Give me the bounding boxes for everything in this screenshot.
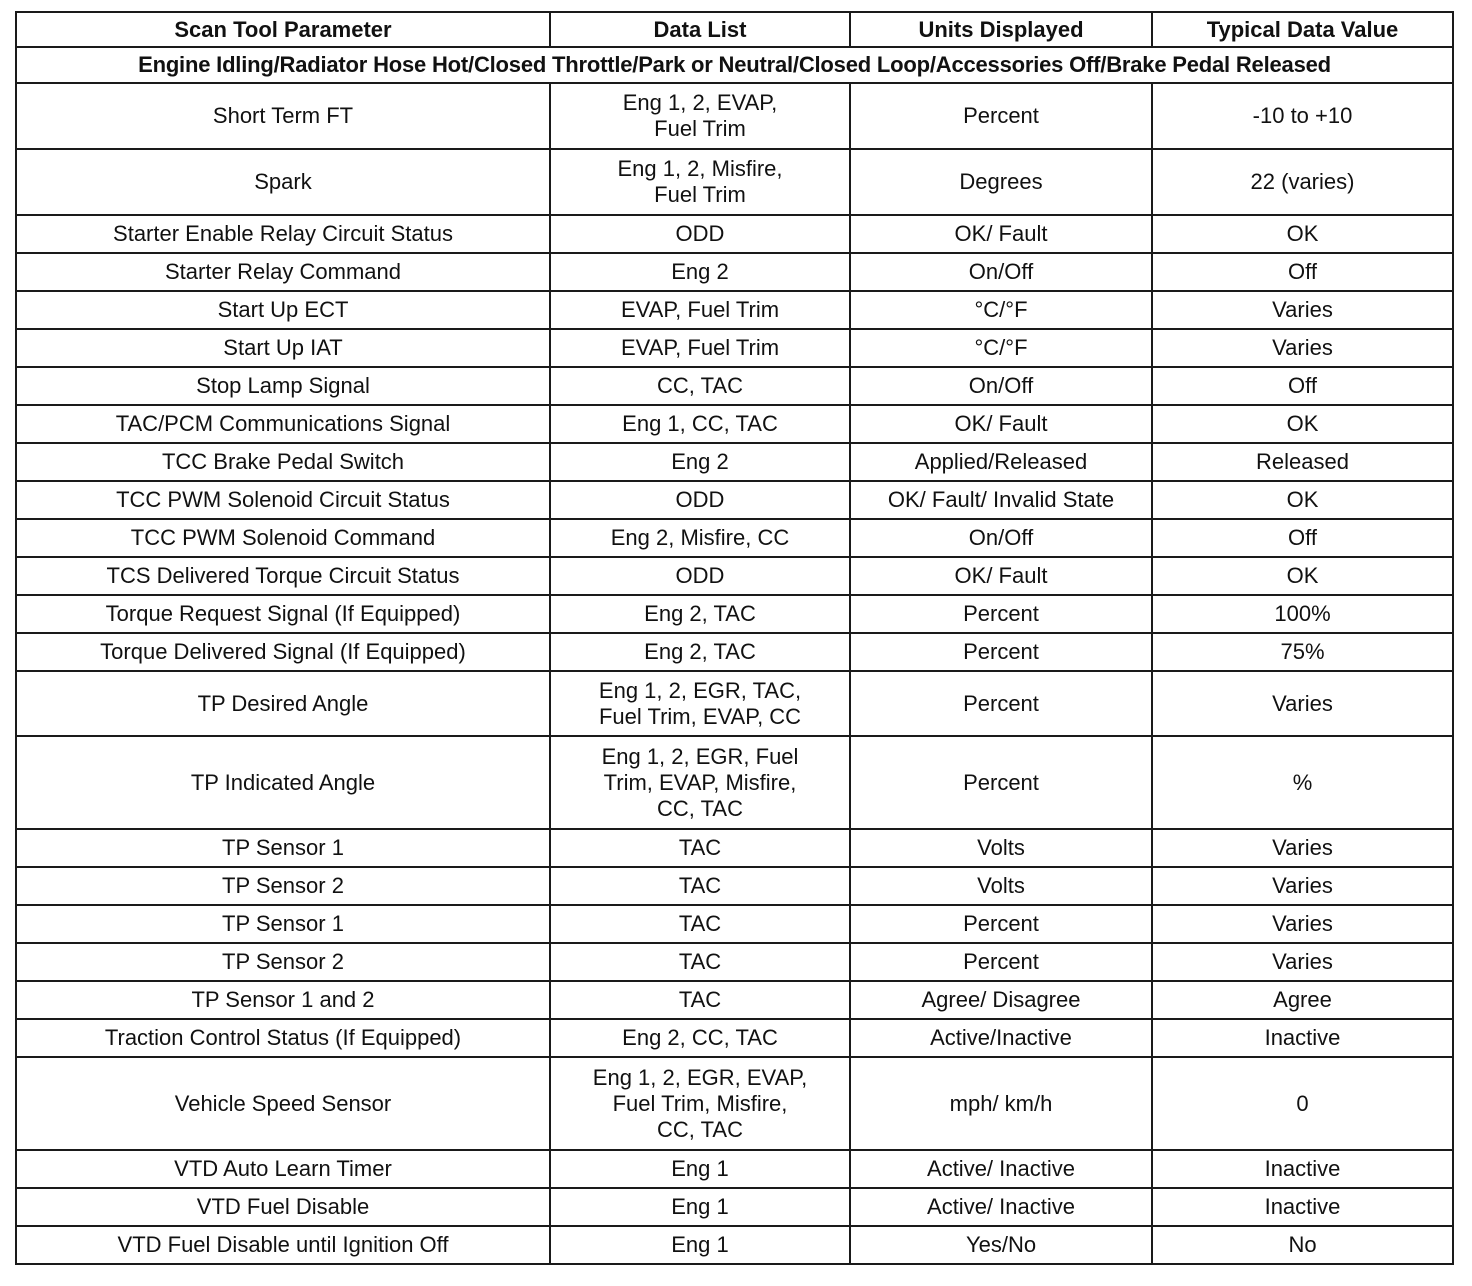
parameter-cell: Vehicle Speed Sensor [16,1057,550,1150]
data-list-cell: TAC [550,981,850,1019]
table-row [16,1150,1453,1188]
table-row [16,671,1453,736]
table-row [16,443,1453,481]
parameter-cell: Spark [16,149,550,215]
parameter-cell: TP Sensor 1 [16,905,550,943]
table-row [16,83,1453,149]
parameter-cell: TCC Brake Pedal Switch [16,443,550,481]
units-cell: Percent [850,595,1152,633]
header-scan-tool-parameter: Scan Tool Parameter [16,12,550,47]
units-cell: Percent [850,943,1152,981]
units-cell: Volts [850,829,1152,867]
data-list-cell: ODD [550,557,850,595]
parameter-cell: TP Sensor 1 and 2 [16,981,550,1019]
typical-value-cell: -10 to +10 [1152,83,1453,149]
header-units-displayed: Units Displayed [850,12,1152,47]
data-list-cell: Eng 2, TAC [550,633,850,671]
typical-value-cell: Varies [1152,829,1453,867]
parameter-cell: TP Sensor 1 [16,829,550,867]
header-typical-data-value: Typical Data Value [1152,12,1453,47]
table-row [16,253,1453,291]
typical-value-cell: OK [1152,215,1453,253]
parameter-cell: TCC PWM Solenoid Circuit Status [16,481,550,519]
units-cell: °C/°F [850,291,1152,329]
parameter-cell: VTD Fuel Disable until Ignition Off [16,1226,550,1264]
data-list-cell: Eng 2 [550,253,850,291]
units-cell: Degrees [850,149,1152,215]
table-row [16,329,1453,367]
units-cell: On/Off [850,367,1152,405]
table-row [16,405,1453,443]
data-list-cell: EVAP, Fuel Trim [550,291,850,329]
typical-value-cell: Released [1152,443,1453,481]
typical-value-cell: Varies [1152,329,1453,367]
typical-value-cell: Inactive [1152,1150,1453,1188]
typical-value-cell: Off [1152,519,1453,557]
table-row [16,736,1453,829]
units-cell: OK/ Fault [850,215,1152,253]
parameter-cell: TP Sensor 2 [16,943,550,981]
parameter-cell: TP Desired Angle [16,671,550,736]
units-cell: Percent [850,905,1152,943]
typical-value-cell: Off [1152,253,1453,291]
data-list-cell: Eng 2, CC, TAC [550,1019,850,1057]
table-row [16,215,1453,253]
data-list-cell: TAC [550,829,850,867]
units-cell: OK/ Fault [850,405,1152,443]
units-cell: Active/ Inactive [850,1150,1152,1188]
typical-value-cell: OK [1152,557,1453,595]
units-cell: Volts [850,867,1152,905]
data-list-cell: ODD [550,481,850,519]
typical-value-cell: 100% [1152,595,1453,633]
parameter-cell: Torque Request Signal (If Equipped) [16,595,550,633]
data-list-cell: Eng 1, 2, EVAP, Fuel Trim [550,83,850,149]
table-row [16,1057,1453,1150]
table-row [16,367,1453,405]
parameter-cell: TP Indicated Angle [16,736,550,829]
table-row [16,867,1453,905]
parameter-cell: Starter Enable Relay Circuit Status [16,215,550,253]
data-list-cell: TAC [550,867,850,905]
units-cell: Agree/ Disagree [850,981,1152,1019]
data-list-cell: Eng 1 [550,1150,850,1188]
typical-value-cell: Varies [1152,867,1453,905]
data-list-cell: TAC [550,943,850,981]
typical-value-cell: 0 [1152,1057,1453,1150]
units-cell: Yes/No [850,1226,1152,1264]
data-list-cell: Eng 1, 2, EGR, Fuel Trim, EVAP, Misfire, CC, TAC [550,736,850,829]
parameter-cell: TP Sensor 2 [16,867,550,905]
parameter-cell: Short Term FT [16,83,550,149]
data-list-cell: Eng 1 [550,1188,850,1226]
typical-value-cell: Varies [1152,943,1453,981]
typical-value-cell: Varies [1152,291,1453,329]
typical-value-cell: Agree [1152,981,1453,1019]
data-list-cell: Eng 2 [550,443,850,481]
units-cell: Active/ Inactive [850,1188,1152,1226]
units-cell: On/Off [850,519,1152,557]
typical-value-cell: OK [1152,481,1453,519]
typical-value-cell: No [1152,1226,1453,1264]
data-list-cell: Eng 1, 2, EGR, TAC, Fuel Trim, EVAP, CC [550,671,850,736]
parameter-cell: Starter Relay Command [16,253,550,291]
data-list-cell: Eng 2, Misfire, CC [550,519,850,557]
data-list-cell: Eng 1, CC, TAC [550,405,850,443]
units-cell: OK/ Fault/ Invalid State [850,481,1152,519]
units-cell: °C/°F [850,329,1152,367]
parameter-cell: TCS Delivered Torque Circuit Status [16,557,550,595]
table-row [16,557,1453,595]
units-cell: Percent [850,633,1152,671]
condition-row [16,47,1453,83]
typical-value-cell: 75% [1152,633,1453,671]
typical-value-cell: Off [1152,367,1453,405]
table-row [16,633,1453,671]
parameter-cell: TAC/PCM Communications Signal [16,405,550,443]
table-row [16,595,1453,633]
units-cell: Percent [850,736,1152,829]
table-row [16,829,1453,867]
data-list-cell: Eng 1, 2, EGR, EVAP, Fuel Trim, Misfire, CC, TAC [550,1057,850,1150]
parameter-cell: Stop Lamp Signal [16,367,550,405]
units-cell: mph/ km/h [850,1057,1152,1150]
operating-condition: Engine Idling/Radiator Hose Hot/Closed Throttle/Park or Neutral/Closed Loop/Accessories Off/Brake Pedal Released [16,47,1453,83]
units-cell: On/Off [850,253,1152,291]
table-row [16,481,1453,519]
data-list-cell: Eng 1, 2, Misfire, Fuel Trim [550,149,850,215]
units-cell: Percent [850,671,1152,736]
table-row [16,1188,1453,1226]
units-cell: Applied/Released [850,443,1152,481]
header-data-list: Data List [550,12,850,47]
typical-value-cell: Inactive [1152,1188,1453,1226]
scan-tool-data-table [15,11,1454,1265]
data-list-cell: CC, TAC [550,367,850,405]
parameter-cell: Start Up IAT [16,329,550,367]
table-row [16,149,1453,215]
typical-value-cell: Inactive [1152,1019,1453,1057]
parameter-cell: Torque Delivered Signal (If Equipped) [16,633,550,671]
table-row [16,1019,1453,1057]
table-row [16,519,1453,557]
typical-value-cell: Varies [1152,905,1453,943]
data-list-cell: TAC [550,905,850,943]
parameter-cell: TCC PWM Solenoid Command [16,519,550,557]
table-row [16,905,1453,943]
typical-value-cell: OK [1152,405,1453,443]
parameter-cell: Traction Control Status (If Equipped) [16,1019,550,1057]
header-row [16,12,1453,47]
units-cell: Active/Inactive [850,1019,1152,1057]
table-body [16,47,1453,1264]
typical-value-cell: % [1152,736,1453,829]
table-row [16,1226,1453,1264]
data-list-cell: Eng 1 [550,1226,850,1264]
table-row [16,981,1453,1019]
data-list-cell: EVAP, Fuel Trim [550,329,850,367]
typical-value-cell: 22 (varies) [1152,149,1453,215]
data-list-cell: Eng 2, TAC [550,595,850,633]
data-list-cell: ODD [550,215,850,253]
table-row [16,943,1453,981]
units-cell: OK/ Fault [850,557,1152,595]
table-row [16,291,1453,329]
parameter-cell: VTD Fuel Disable [16,1188,550,1226]
typical-value-cell: Varies [1152,671,1453,736]
parameter-cell: VTD Auto Learn Timer [16,1150,550,1188]
parameter-cell: Start Up ECT [16,291,550,329]
units-cell: Percent [850,83,1152,149]
